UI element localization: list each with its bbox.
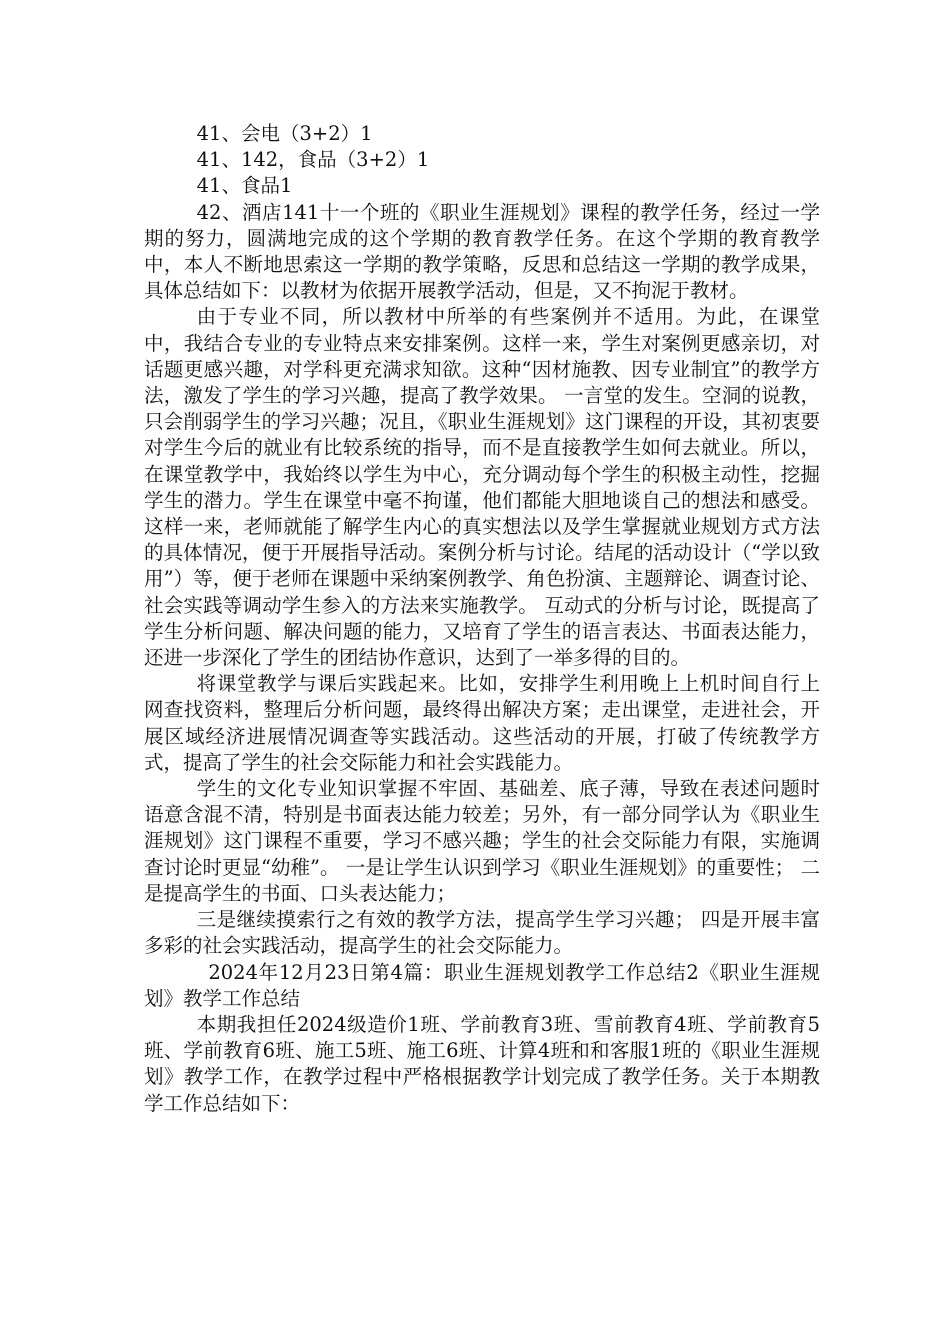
paragraph-item-4: 42、酒店141十一个班的《职业生涯规划》课程的教学任务，经过一学期的努力，圆满地完成的这个学期的教育教学任务。在这个学期的教育教学中，本人不断地思索这一学期的教学策略，反思和总结这一学期的教学成果，具体总结如下：以教材为依据开展教学活动，但是，又不拘泥于教材。 bbox=[144, 200, 820, 303]
paragraph-item-3: 41、食品1 bbox=[196, 174, 293, 198]
paragraph-measures: 三是继续摸索行之有效的教学方法，提高学生学习兴趣； 四是开展丰富多彩的社会实践活动，提高学生的社会交际能力。 bbox=[144, 908, 820, 958]
paragraph-case-adaptation: 由于专业不同，所以教材中所举的有些案例并不适用。为此，在课堂中，我结合专业的专业特点来安排案例。这样一来，学生对案例更感亲切，对话题更感兴趣，对学科更充满求知欲。这种“因材施教、因专业制宜”的教学方法，激发了学生的学习兴趣，提高了教学效果。 一言堂的发生。空洞的说教，只会削弱学生的学习兴趣；况且，《职业生涯规划》这门课程的开设，其初衷要对学生今后的就业有比较系统的指导，而不是直接教学生如何去就业。所以，在课堂教学中，我始终以学生为中心，充分调动每个学生的积极主动性，挖掘学生的潜力。学生在课堂中毫不拘谨，他们都能大胆地谈自己的想法和感受。这样一来，老师就能了解学生内心的真实想法以及学生掌握就业规划方式方法的具体情况，便于开展指导活动。案例分析与讨论。结尾的活动设计（“学以致用”）等，便于老师在课题中采纳案例教学、角色扮演、主题辩论、调查讨论、社会实践等调动学生参入的方法来实施教学。 互动式的分析与讨论，既提高了学生分析问题、解决问题的能力，又培育了学生的语言表达、书面表达能力，还进一步深化了学生的团结协作意识，达到了一举多得的目的。 bbox=[144, 305, 820, 670]
document-body bbox=[144, 121, 820, 1117]
paragraph-summary-intro: 本期我担任2024级造价1班、学前教育3班、雪前教育4班、学前教育5班、学前教育6班、施工5班、施工6班、计算4班和和客服1班的《职业生涯规划》教学工作，在教学过程中严格根据教学计划完成了教学任务。关于本期教学工作总结如下： bbox=[144, 1012, 820, 1115]
paragraph-item-1: 41、会电（3+2）1 bbox=[196, 122, 373, 145]
paragraph-practice: 将课堂教学与课后实践起来。比如，安排学生利用晚上上机时间自行上网查找资料，整理后分析问题，最终得出解决方案；走出课堂，走进社会，开展区域经济进展情况调查等实践活动。这些活动的开展，打破了传统教学方式，提高了学生的社会交际能力和社会实践能力。 bbox=[144, 672, 820, 774]
section-heading: 2024年12月23日第4篇：职业生涯规划教学工作总结2《职业生涯规划》教学工作总结 bbox=[144, 960, 820, 1010]
paragraph-item-2: 41、142，食品（3+2）1 bbox=[196, 148, 430, 172]
paragraph-problems: 学生的文化专业知识掌握不牢固、基础差、底子薄，导致在表述问题时语意含混不清，特别是书面表达能力较差；另外，有一部分同学认为《职业生涯规划》这门课程不重要，学习不感兴趣；学生的社会交际能力有限，实施调查讨论时更显“幼稚”。 一是让学生认识到学习《职业生涯规划》的重要性； 二是提高学生的书面、口头表达能力； bbox=[144, 777, 820, 905]
